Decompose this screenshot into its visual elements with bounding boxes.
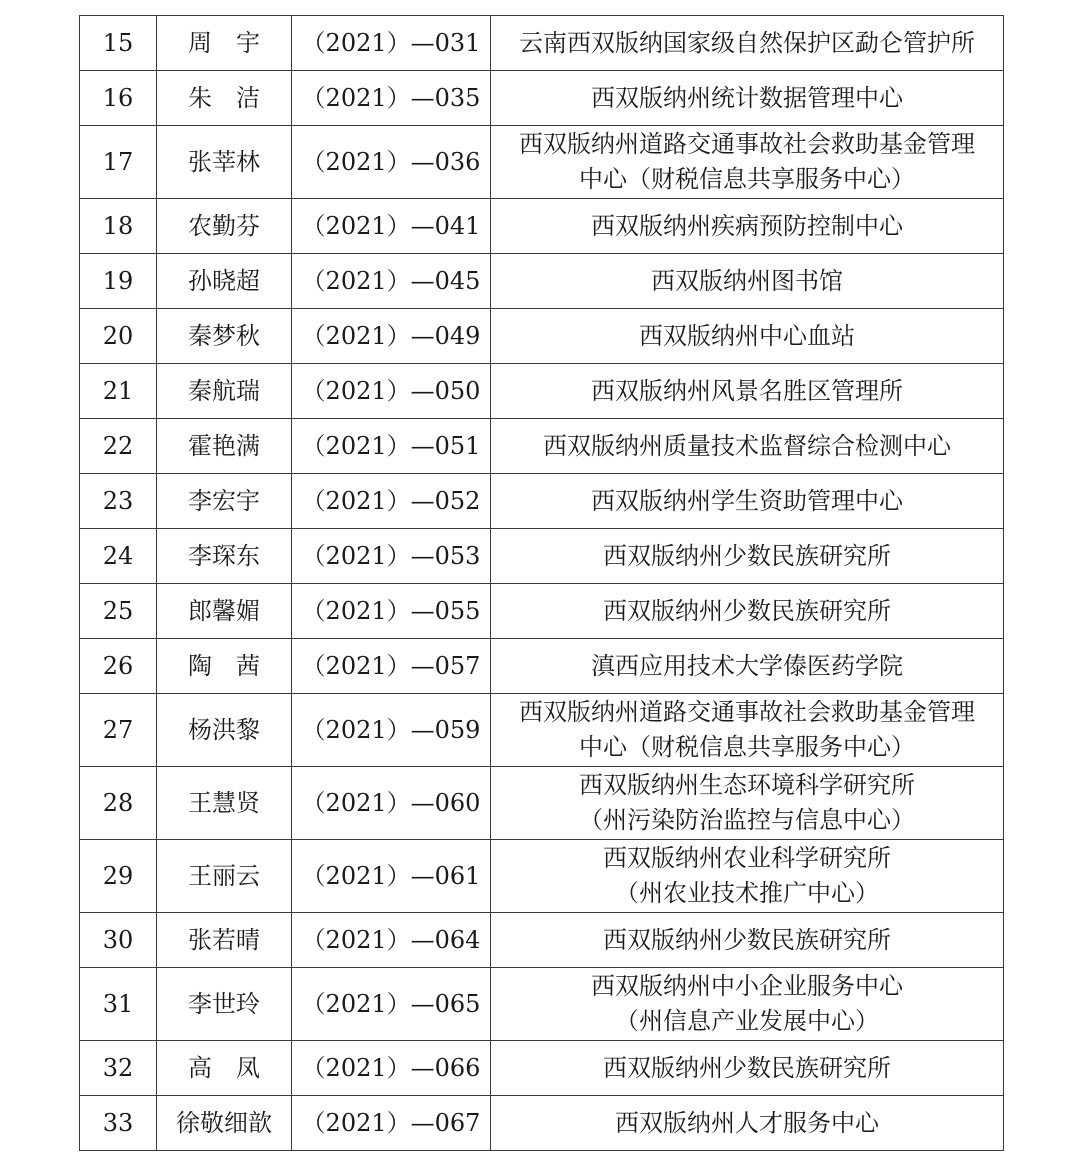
table-row <box>80 1041 1004 1096</box>
organization-line: 西双版纳州中小企业服务中心 <box>591 972 903 1000</box>
table-row <box>80 199 1004 254</box>
person-name-cell: 徐敬细歆 <box>157 1096 292 1151</box>
reference-code-cell: （2021）—059 <box>292 694 491 767</box>
organization-cell <box>491 840 1004 913</box>
organization-line: 西双版纳州少数民族研究所 <box>603 541 891 570</box>
organization-cell <box>491 529 1004 584</box>
organization-cell <box>491 584 1004 639</box>
organization-line: 西双版纳州道路交通事故社会救助基金管理 <box>519 130 975 158</box>
person-name-cell: 张莘林 <box>157 126 292 199</box>
reference-code-cell: （2021）—057 <box>292 639 491 694</box>
organization-cell <box>491 639 1004 694</box>
organization-cell <box>491 254 1004 309</box>
reference-code-cell: （2021）—060 <box>292 767 491 840</box>
reference-code-cell: （2021）—052 <box>292 474 491 529</box>
person-name-cell: 霍艳满 <box>157 419 292 474</box>
organization-cell <box>491 419 1004 474</box>
organization-cell <box>491 71 1004 126</box>
reference-code-cell: （2021）—049 <box>292 309 491 364</box>
row-number-cell: 28 <box>80 767 157 840</box>
organization-line: 西双版纳州生态环境科学研究所 <box>579 771 915 799</box>
table-row <box>80 913 1004 968</box>
reference-code-cell: （2021）—031 <box>292 16 491 71</box>
row-number-cell: 22 <box>80 419 157 474</box>
person-name-cell: 郎馨媚 <box>157 584 292 639</box>
row-number-cell: 19 <box>80 254 157 309</box>
person-name-cell: 王丽云 <box>157 840 292 913</box>
table-row <box>80 71 1004 126</box>
row-number-cell: 25 <box>80 584 157 639</box>
reference-code-cell: （2021）—064 <box>292 913 491 968</box>
row-number-cell: 33 <box>80 1096 157 1151</box>
reference-code-cell: （2021）—055 <box>292 584 491 639</box>
person-name-cell: 李琛东 <box>157 529 292 584</box>
person-name-cell: 周 宇 <box>157 16 292 71</box>
organization-cell <box>491 1041 1004 1096</box>
person-name-cell: 朱 洁 <box>157 71 292 126</box>
organization-cell <box>491 474 1004 529</box>
reference-code-cell: （2021）—045 <box>292 254 491 309</box>
table-row <box>80 639 1004 694</box>
row-number-cell: 23 <box>80 474 157 529</box>
reference-code-cell: （2021）—053 <box>292 529 491 584</box>
person-name-cell: 高 凤 <box>157 1041 292 1096</box>
person-name-cell: 李宏宇 <box>157 474 292 529</box>
organization-line: （州污染防治监控与信息中心） <box>579 806 915 834</box>
person-name-cell: 杨洪黎 <box>157 694 292 767</box>
table-row <box>80 584 1004 639</box>
organization-line: 西双版纳州少数民族研究所 <box>603 596 891 625</box>
person-name-cell: 秦梦秋 <box>157 309 292 364</box>
organization-line: 西双版纳州少数民族研究所 <box>603 1053 891 1082</box>
row-number-cell: 26 <box>80 639 157 694</box>
organization-cell <box>491 968 1004 1041</box>
row-number-cell: 31 <box>80 968 157 1041</box>
roster-table <box>79 15 1004 1151</box>
person-name-cell: 秦航瑞 <box>157 364 292 419</box>
table-row <box>80 474 1004 529</box>
organization-line: 中心（财税信息共享服务中心） <box>579 165 915 193</box>
organization-line: 中心（财税信息共享服务中心） <box>579 733 915 761</box>
organization-line: 云南西双版纳国家级自然保护区勐仑管护所 <box>519 28 975 57</box>
table-row <box>80 126 1004 199</box>
organization-cell <box>491 767 1004 840</box>
row-number-cell: 30 <box>80 913 157 968</box>
reference-code-cell: （2021）—050 <box>292 364 491 419</box>
organization-cell <box>491 126 1004 199</box>
table-row <box>80 309 1004 364</box>
row-number-cell: 27 <box>80 694 157 767</box>
organization-cell <box>491 694 1004 767</box>
organization-line: 滇西应用技术大学傣医药学院 <box>591 651 903 680</box>
row-number-cell: 24 <box>80 529 157 584</box>
organization-line: 西双版纳州学生资助管理中心 <box>591 486 903 515</box>
reference-code-cell: （2021）—041 <box>292 199 491 254</box>
row-number-cell: 16 <box>80 71 157 126</box>
organization-line: 西双版纳州道路交通事故社会救助基金管理 <box>519 698 975 726</box>
reference-code-cell: （2021）—066 <box>292 1041 491 1096</box>
roster-body <box>80 16 1004 1151</box>
table-row <box>80 694 1004 767</box>
table-row <box>80 364 1004 419</box>
person-name-cell: 农勤芬 <box>157 199 292 254</box>
organization-cell <box>491 364 1004 419</box>
organization-line: 西双版纳州质量技术监督综合检测中心 <box>543 431 951 460</box>
row-number-cell: 17 <box>80 126 157 199</box>
organization-cell <box>491 309 1004 364</box>
table-row <box>80 1096 1004 1151</box>
table-row <box>80 529 1004 584</box>
organization-line: 西双版纳州疾病预防控制中心 <box>591 211 903 240</box>
table-row <box>80 767 1004 840</box>
row-number-cell: 32 <box>80 1041 157 1096</box>
reference-code-cell: （2021）—035 <box>292 71 491 126</box>
organization-line: （州信息产业发展中心） <box>615 1007 879 1035</box>
organization-line: 西双版纳州图书馆 <box>651 266 843 295</box>
reference-code-cell: （2021）—061 <box>292 840 491 913</box>
table-row <box>80 16 1004 71</box>
organization-line: （州农业技术推广中心） <box>615 879 879 907</box>
person-name-cell: 陶 茜 <box>157 639 292 694</box>
person-name-cell: 孙晓超 <box>157 254 292 309</box>
table-row <box>80 840 1004 913</box>
organization-line: 西双版纳州农业科学研究所 <box>603 844 891 872</box>
row-number-cell: 20 <box>80 309 157 364</box>
row-number-cell: 18 <box>80 199 157 254</box>
table-row <box>80 968 1004 1041</box>
row-number-cell: 15 <box>80 16 157 71</box>
organization-line: 西双版纳州统计数据管理中心 <box>591 83 903 112</box>
table-row <box>80 419 1004 474</box>
table-row <box>80 254 1004 309</box>
reference-code-cell: （2021）—036 <box>292 126 491 199</box>
row-number-cell: 21 <box>80 364 157 419</box>
organization-cell <box>491 16 1004 71</box>
organization-line: 西双版纳州中心血站 <box>639 321 855 350</box>
reference-code-cell: （2021）—065 <box>292 968 491 1041</box>
person-name-cell: 李世玲 <box>157 968 292 1041</box>
organization-line: 西双版纳州风景名胜区管理所 <box>591 376 903 405</box>
person-name-cell: 张若晴 <box>157 913 292 968</box>
person-name-cell: 王慧贤 <box>157 767 292 840</box>
reference-code-cell: （2021）—067 <box>292 1096 491 1151</box>
reference-code-cell: （2021）—051 <box>292 419 491 474</box>
row-number-cell: 29 <box>80 840 157 913</box>
organization-cell <box>491 1096 1004 1151</box>
organization-line: 西双版纳州人才服务中心 <box>615 1108 879 1137</box>
organization-cell <box>491 913 1004 968</box>
organization-cell <box>491 199 1004 254</box>
organization-line: 西双版纳州少数民族研究所 <box>603 925 891 954</box>
